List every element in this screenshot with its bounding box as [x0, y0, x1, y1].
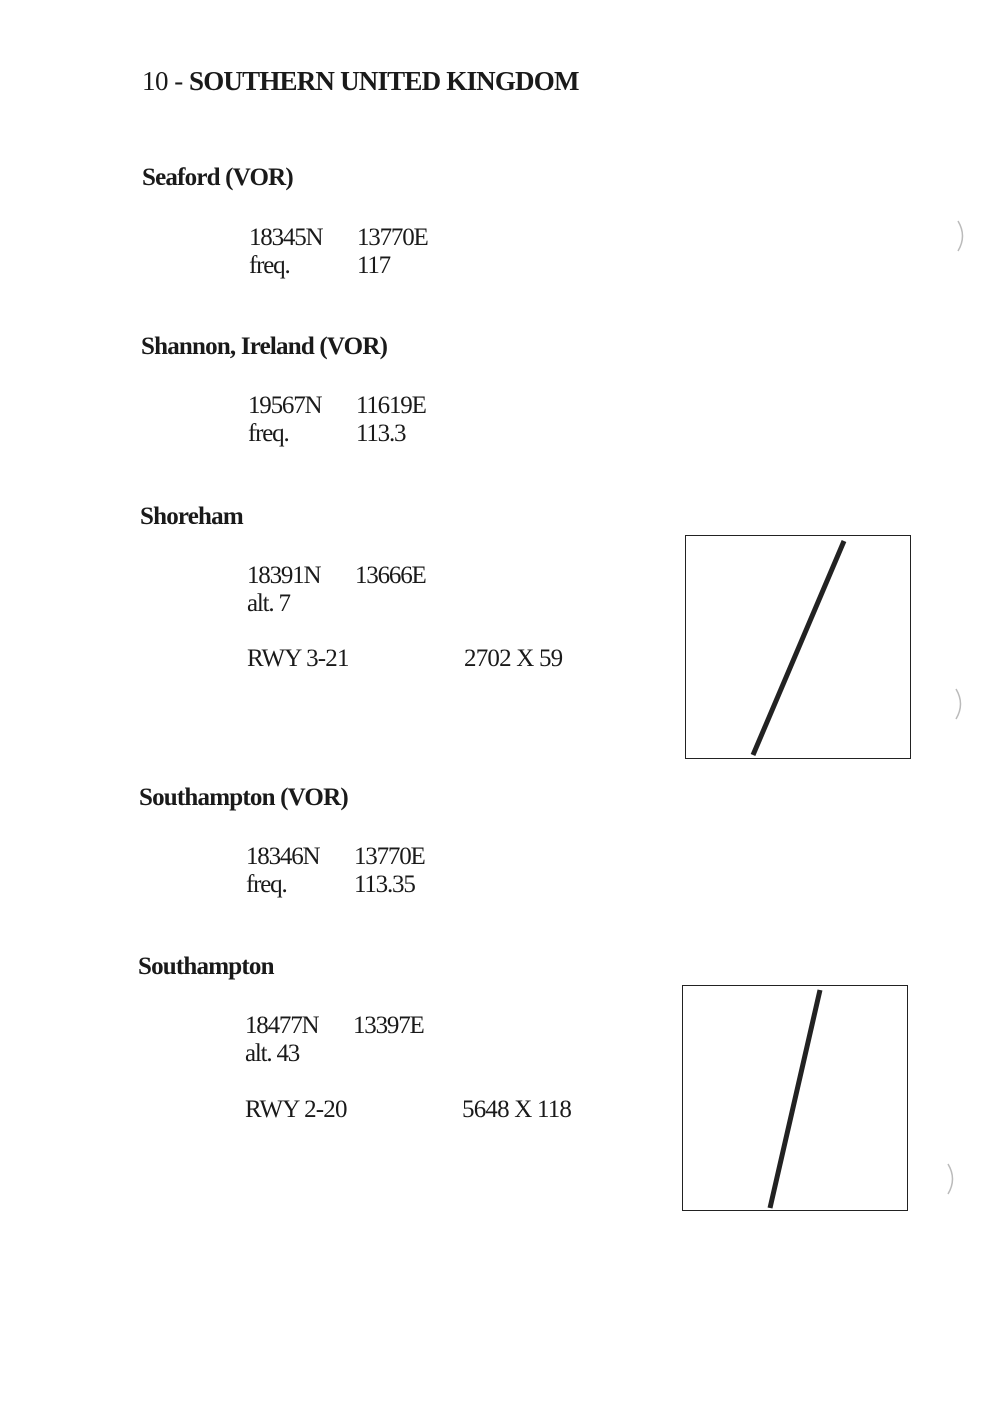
coords-row [246, 843, 425, 871]
runway-dimensions: 5648 X 118 [462, 1096, 572, 1123]
alt-label: alt. 7 [247, 590, 290, 617]
binder-hole-mark [945, 1162, 959, 1196]
alt-row [247, 590, 290, 618]
freq-label: freq. [248, 420, 289, 447]
runway-diagram [682, 985, 908, 1211]
entry-name-shannon-vor: Shannon, Ireland (VOR) [141, 333, 388, 360]
page-heading [142, 66, 579, 97]
freq-value: 113.35 [354, 871, 415, 898]
runway-line [753, 541, 844, 755]
coords-row [249, 224, 428, 252]
freq-value: 113.3 [356, 420, 406, 447]
coord-east: 13397E [353, 1012, 424, 1039]
coord-north: 18345N [249, 224, 323, 251]
runway-line [770, 990, 820, 1208]
coord-east: 13770E [354, 843, 425, 870]
entry-name-southampton-vor: Southampton (VOR) [139, 784, 348, 811]
runway-label: RWY 2-20 [245, 1096, 347, 1123]
runway-diagram-svg [683, 986, 907, 1210]
coords-row [245, 1012, 424, 1040]
coord-east: 13770E [357, 224, 428, 251]
runway-row [245, 1096, 572, 1124]
alt-row [245, 1040, 299, 1068]
freq-row [249, 252, 390, 280]
coords-row [248, 392, 426, 420]
coord-north: 19567N [248, 392, 322, 419]
coords-row [247, 562, 426, 590]
coord-east: 11619E [356, 392, 426, 419]
freq-label: freq. [246, 871, 287, 898]
page-number: 10 [142, 66, 168, 96]
coord-east: 13666E [355, 562, 426, 589]
coord-north: 18391N [247, 562, 321, 589]
coord-north: 18346N [246, 843, 320, 870]
runway-row [247, 645, 563, 673]
page-title: SOUTHERN UNITED KINGDOM [189, 66, 579, 96]
runway-diagram [685, 535, 911, 759]
freq-label: freq. [249, 252, 290, 279]
freq-row [248, 420, 406, 448]
runway-dimensions: 2702 X 59 [464, 645, 563, 672]
entry-name-southampton: Southampton [138, 953, 274, 980]
freq-value: 117 [357, 252, 390, 279]
runway-diagram-svg [686, 536, 910, 758]
binder-hole-mark [955, 219, 969, 253]
heading-separator: - [174, 66, 183, 96]
freq-row [246, 871, 415, 899]
entry-name-seaford-vor: Seaford (VOR) [142, 164, 293, 191]
coord-north: 18477N [245, 1012, 319, 1039]
alt-label: alt. 43 [245, 1040, 300, 1067]
binder-hole-mark [953, 687, 967, 721]
entry-name-shoreham: Shoreham [140, 503, 243, 530]
runway-label: RWY 3-21 [247, 645, 349, 672]
